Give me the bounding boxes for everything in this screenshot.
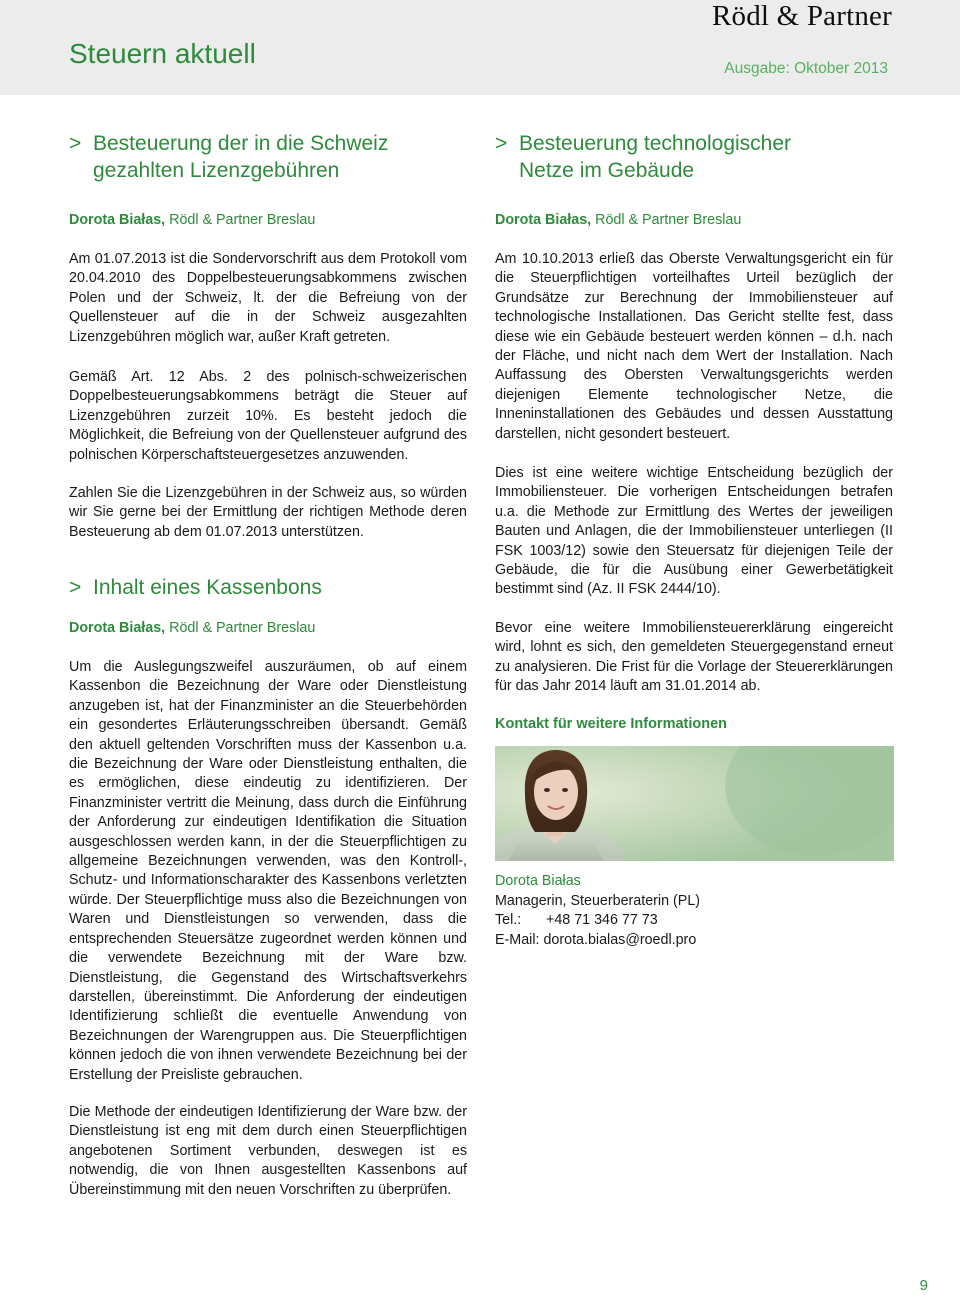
phone-value[interactable]: +48 71 346 77 73 bbox=[546, 912, 658, 929]
phone-label: Tel.: bbox=[495, 912, 522, 929]
paragraph: Am 01.07.2013 ist die Sondervorschrift aus dem Protokoll vom 20.04.2010 des Doppelbesteuerungsabkommens zwischen Polen und der Schweiz, lt. der die Befreiung von der Quellensteuer auf die in der Schweiz ausgezahlten Lizenzgebühren möglich war, außer Kraft getreten. bbox=[69, 251, 467, 345]
author-firm: Rödl & Partner Breslau bbox=[165, 620, 316, 636]
author-name: Dorota Białas, bbox=[69, 212, 166, 228]
contact-phone bbox=[495, 911, 895, 931]
contact-email bbox=[495, 931, 895, 951]
heading-line-2: Netze im Gebäude bbox=[519, 159, 695, 182]
contact-card bbox=[495, 872, 895, 950]
email-label: E-Mail: bbox=[495, 931, 540, 948]
paragraph: Gemäß Art. 12 Abs. 2 des polnisch-schweizerischen Doppelbesteuerungsabkommens beträgt die Steuer auf Lizenzgebühren zurzeit 10%. Es besteht jedoch die Möglichkeit, die Befreiung von der Quellensteuer aufgrund des polnischen Körperschaftsteuergesetzes anzuwenden. bbox=[69, 369, 467, 463]
contact-role: Managerin, Steuerberaterin (PL) bbox=[495, 892, 701, 909]
heading-arrow: > bbox=[495, 132, 508, 155]
brand-logo: Rödl & Partner bbox=[711, 0, 892, 32]
paragraph: Um die Auslegungszweifel auszuräumen, ob auf einem Kassenbon die Bezeichnung der Ware oder Dienstleistung anzugeben ist, hat der Finanzminister an die Steuerbehörden ein gesondertes Erläuterungsschreiben übersandt. Gemäß den aktuell geltenden Vorschriften muss der Kassenbon u.a. die Bezeichnung der Ware oder Dienstleistung enthalten, die es ermöglichen, diese eindeutig zu identifizieren. Der Finanzminister vertritt die Meinung, dass durch die Einführung der Anforderung zur eindeutigen Identifikation die Situation ausgeschlossen werden kann, in der die Steuerpflichtigen zu allgemeine Bezeichnungen verwenden, was den Kontroll-, Schutz- und Informationscharakter des Kassenbons verletzten würde. Der Steuerpflichtige muss also die Bezeichnungen von Waren und Dienstleistungen so verwenden, dass die entsprechenden Steuersätze zugeordnet werden können und die verwendete Bezeichnung mit der Ware bzw. Dienstleistung, die Gegenstand des Wirtschaftsverkehrs darstellen, übereinstimmt. Die Anforderung der eindeutigen Identifizierung schließt die eventuelle Anwendung von Bezeichnungen der Warengruppen aus. Die Steuerpflichtigen können jedoch die von ihnen verwendete Bezeichnung bei der Erstellung der Preisliste gebrauchen. bbox=[69, 659, 467, 1083]
article-author bbox=[69, 620, 315, 636]
author-name: Dorota Białas, bbox=[495, 212, 592, 228]
email-value[interactable]: dorota.bialas@roedl.pro bbox=[543, 931, 697, 948]
article-author bbox=[495, 212, 741, 228]
article-heading-technologische-netze bbox=[495, 130, 895, 184]
issue-date: Ausgabe: Oktober 2013 bbox=[724, 60, 888, 77]
heading-arrow: > bbox=[69, 576, 82, 599]
heading-line-1: Inhalt eines Kassenbons bbox=[93, 576, 322, 599]
paragraph: Am 10.10.2013 erließ das Oberste Verwaltungsgericht ein für die Steuerpflichtigen vorteilhaftes Urteil bezüglich der Grundsätze zur Berechnung der Immobiliensteuer auf technologische Installationen. Das Gericht stellte fest, dass diese wie ein Gebäude besteuert werden können – d.h. nach der Fläche, und nicht nach dem Wert der Installation. Nach Auffassung des Obersten Verwaltungsgerichts werden diejenigen Elemente technologischer Netze, die Inneninstallationen des Gebäudes und dessen Ausstattung darstellen, nicht gesondert besteuert. bbox=[495, 251, 893, 442]
heading-arrow: > bbox=[69, 132, 82, 155]
portrait-image bbox=[495, 746, 894, 861]
heading-line-1: Besteuerung technologischer bbox=[519, 132, 792, 155]
heading-line-1: Besteuerung der in die Schweiz bbox=[93, 132, 389, 155]
publication-title: Steuern aktuell bbox=[69, 38, 256, 69]
paragraph: Bevor eine weitere Immobiliensteuererklärung eingereicht wird, lohnt es sich, den gemeldeten Steuergegenstand erneut zu analysieren. Die Frist für die Vorlage der Steuererklärungen für das Jahr 2014 läuft am 31.01.2014 ab. bbox=[495, 620, 893, 695]
author-name: Dorota Białas, bbox=[69, 620, 166, 636]
article-heading-kassenbon bbox=[69, 574, 467, 601]
contact-heading: Kontakt für weitere Informationen bbox=[495, 716, 728, 732]
page-header bbox=[0, 0, 960, 95]
article-author bbox=[69, 212, 315, 228]
contact-name: Dorota Białas bbox=[495, 873, 581, 889]
author-firm: Rödl & Partner Breslau bbox=[591, 212, 742, 228]
page-number: 9 bbox=[919, 1277, 928, 1294]
paragraph: Die Methode der eindeutigen Identifizierung der Ware bzw. der Dienstleistung ist eng mit dem durch einen Steuerpflichtigen angebotenen Sortiment verbunden, deswegen ist es notwendig, die von Ihnen ausgestellten Kassenbons auf Übereinstimmung mit den neuen Vorschriften zu überprüfen. bbox=[69, 1104, 467, 1198]
paragraph: Dies ist eine weitere wichtige Entscheidung bezüglich der Immobiliensteuer. Die vorherigen Entscheidungen betrafen u.a. die Methode zur Ermittlung des Wertes der jeweiligen Bauten und Anlagen, die der Immobiliensteuer unterliegen (II FSK 1003/12) sowie den Steuersatz für diejenigen Teile der Gebäude, die für die Ausübung einer Gewerbetätigkeit bestimmt sind (Az. II FSK 2444/10). bbox=[495, 465, 893, 598]
article-heading-lizenzgebuehren bbox=[69, 130, 467, 184]
paragraph: Zahlen Sie die Lizenzgebühren in der Schweiz aus, so würden wir Sie gerne bei der Ermittlung der richtigen Methode deren Besteuerung ab dem 01.07.2013 unterstützen. bbox=[69, 485, 467, 540]
heading-line-2: gezahlten Lizenzgebühren bbox=[93, 159, 340, 182]
author-firm: Rödl & Partner Breslau bbox=[165, 212, 316, 228]
contact-photo bbox=[495, 746, 894, 861]
